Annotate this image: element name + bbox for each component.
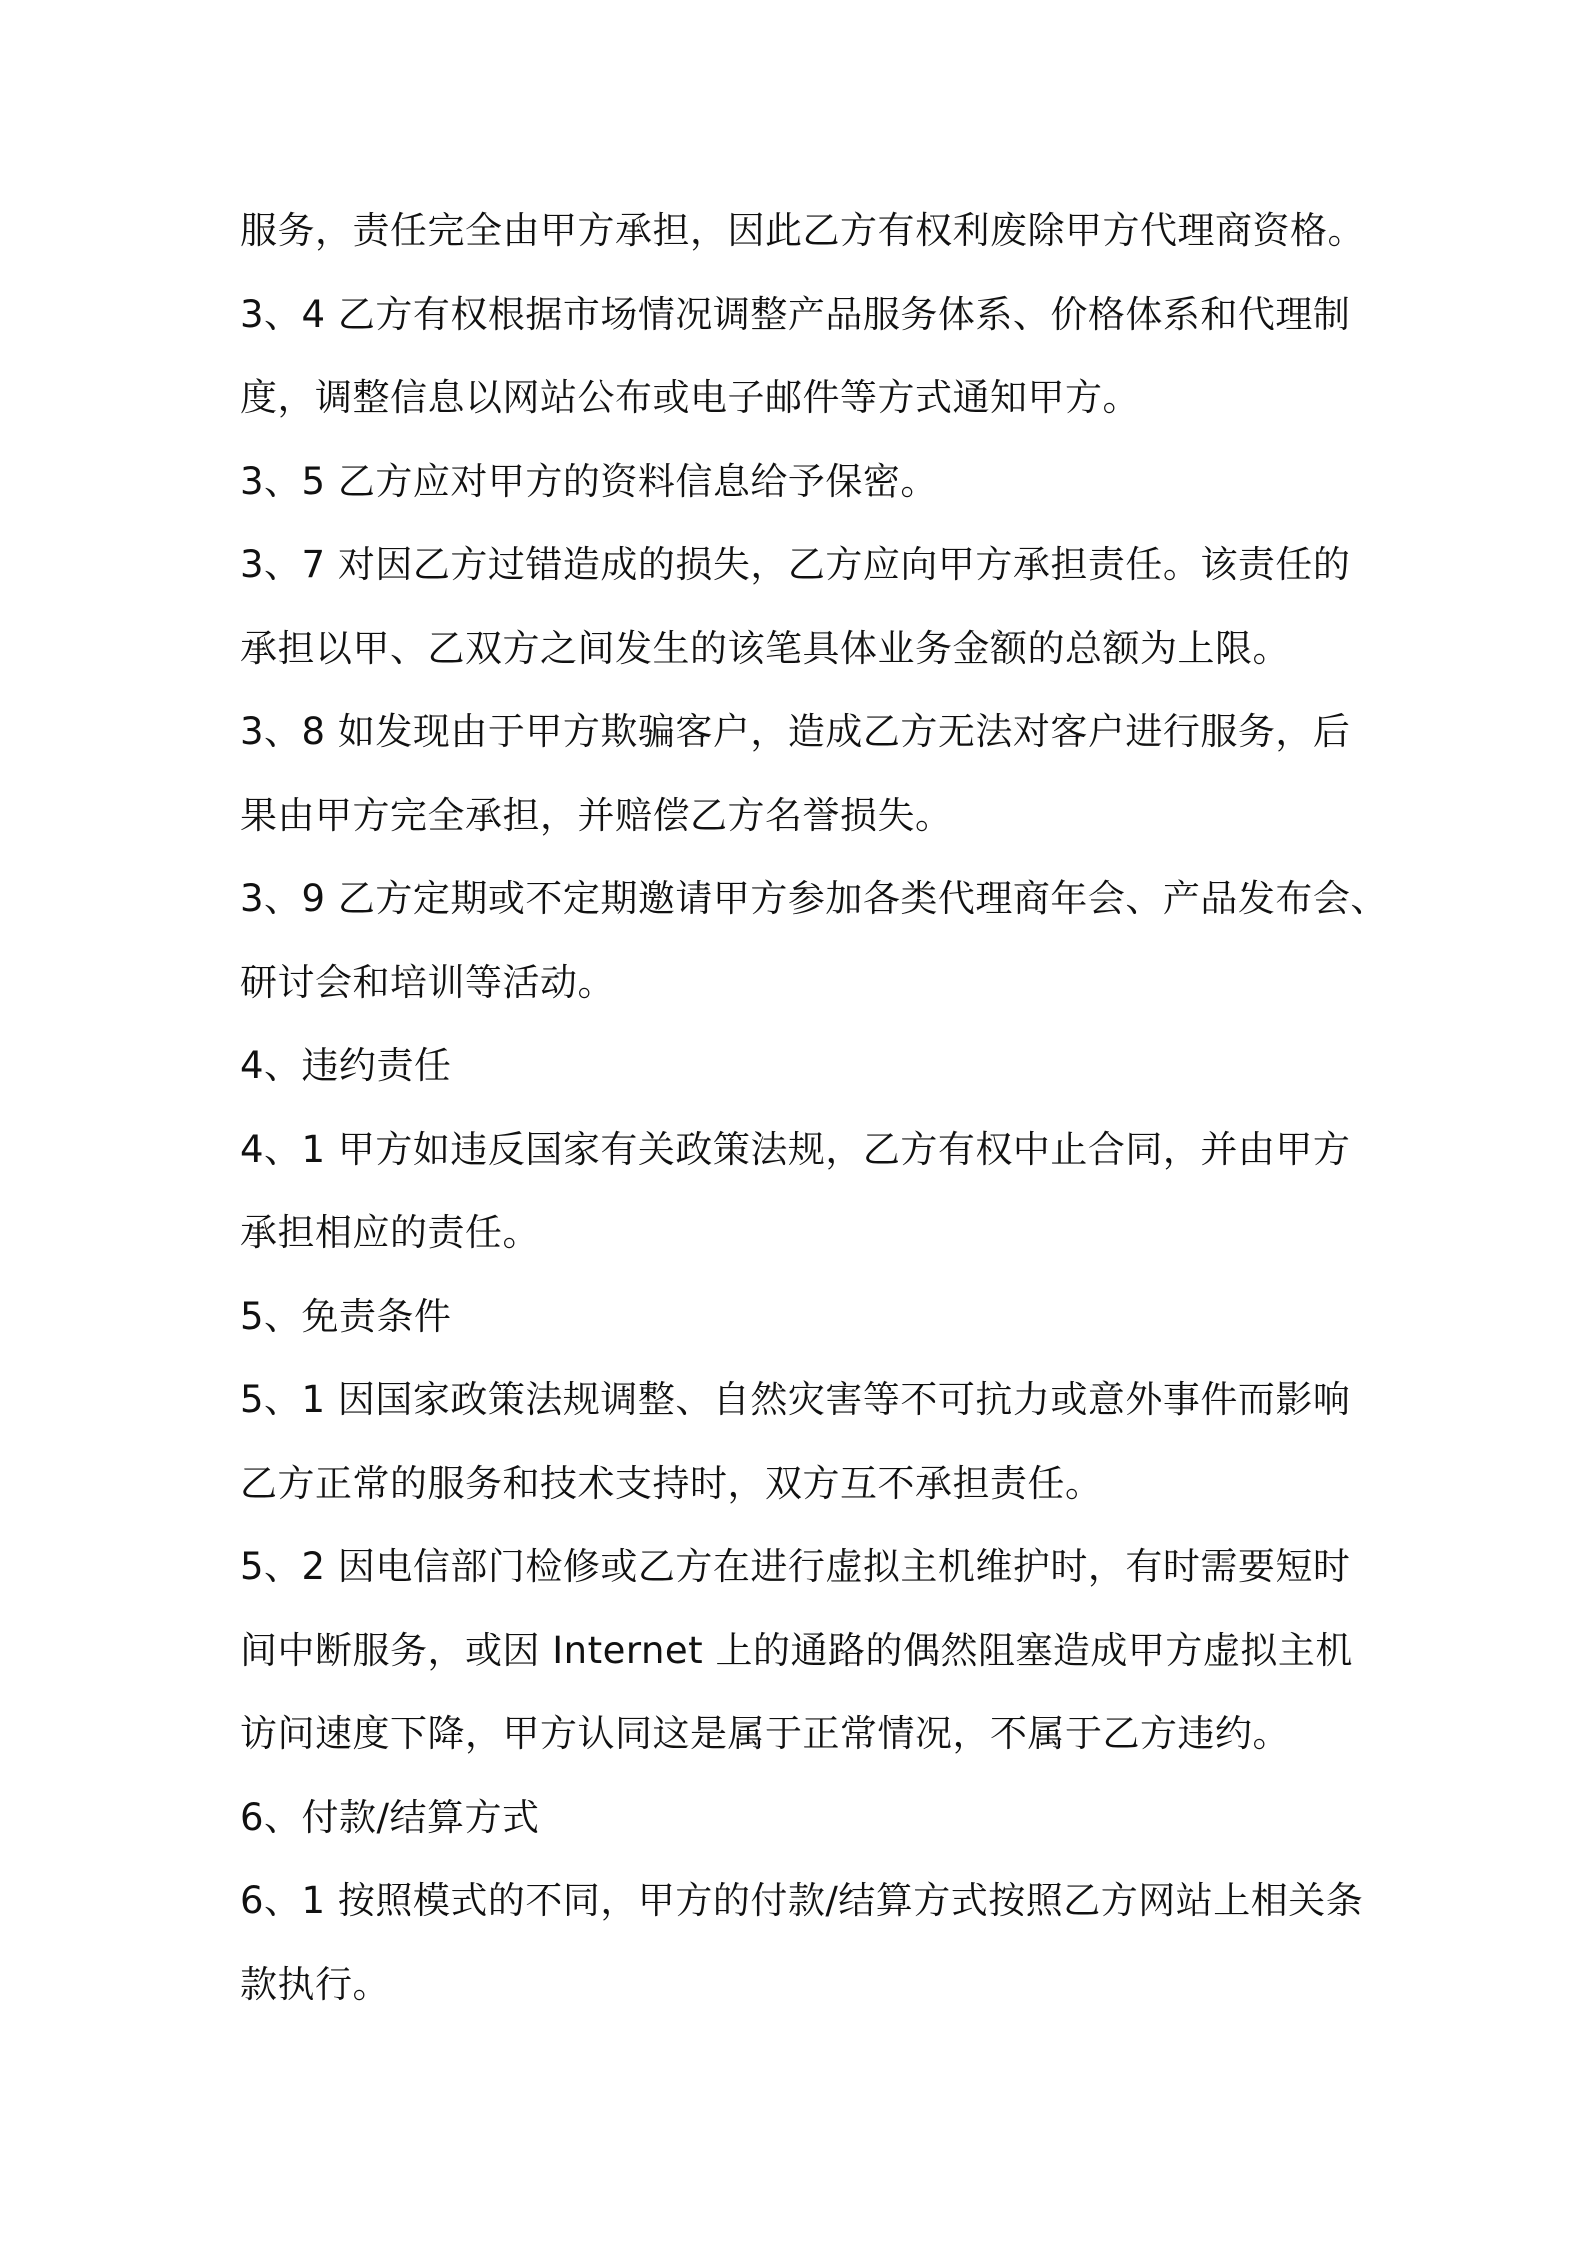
text-line: 3、9 乙方定期或不定期邀请甲方参加各类代理商年会、产品发布会、 [240,877,1388,920]
text-line: 服务，责任完全由甲方承担，因此乙方有权利废除甲方代理商资格。 [240,209,1365,252]
text-line: 承担相应的责任。 [240,1211,540,1254]
text-line: 4、1 甲方如违反国家有关政策法规，乙方有权中止合同，并由甲方 [240,1127,1351,1171]
section-heading: 5、免责条件 [240,1294,452,1338]
text-line: 3、4 乙方有权根据市场情况调整产品服务体系、价格体系和代理制 [240,292,1351,336]
text-line: 访问速度下降，甲方认同这是属于正常情况，不属于乙方违约。 [240,1712,1290,1755]
text-line: 3、8 如发现由于甲方欺骗客户，造成乙方无法对客户进行服务，后 [240,710,1351,753]
text-line: 果由甲方完全承担，并赔偿乙方名誉损失。 [240,793,953,837]
text-line: 乙方正常的服务和技术支持时，双方互不承担责任。 [240,1461,1103,1505]
document-body [240,196,1388,2033]
text-line: 承担以甲、乙双方之间发生的该笔具体业务金额的总额为上限。 [240,626,1290,670]
text-line: 款执行。 [240,1962,390,2006]
section-heading: 4、违约责任 [240,1044,452,1087]
text-line: 6、1 按照模式的不同，甲方的付款/结算方式按照乙方网站上相关条 [240,1879,1364,1922]
text-line: 5、2 因电信部门检修或乙方在进行虚拟主机维护时，有时需要短时 [240,1545,1351,1588]
section-heading: 6、付款/结算方式 [240,1795,540,1839]
text-line: 度，调整信息以网站公布或电子邮件等方式通知甲方。 [240,376,1140,419]
text-line: 3、7 对因乙方过错造成的损失，乙方应向甲方承担责任。该责任的 [240,543,1351,586]
text-line: 间中断服务，或因 Internet 上的通路的偶然阻塞造成甲方虚拟主机 [240,1628,1353,1672]
text-line: 3、5 乙方应对甲方的资料信息给予保密。 [240,459,938,503]
text-line: 研讨会和培训等活动。 [240,960,615,1004]
text-line: 5、1 因国家政策法规调整、自然灾害等不可抗力或意外事件而影响 [240,1378,1351,1421]
